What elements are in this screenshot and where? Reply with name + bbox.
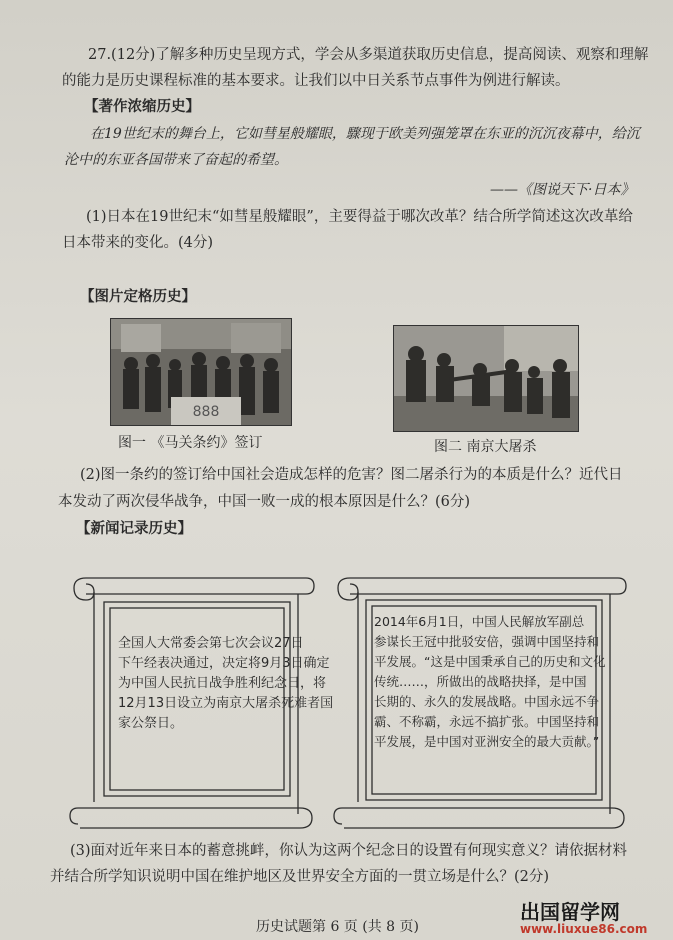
treaty-signing-photo bbox=[110, 318, 292, 426]
news-2-line-0: 2014年6月1日，中国人民解放军副总 bbox=[374, 614, 585, 629]
news-1-line-2: 为中国人民抗日战争胜利纪念日，将 bbox=[118, 676, 327, 691]
news-box-2-text bbox=[374, 612, 605, 752]
page-footer: 历史试题第 6 页 (共 8 页) bbox=[256, 919, 419, 935]
question-1-line-1: (1)日本在19世纪末“如彗星般耀眼”，主要得益于哪次改革？结合所学简述这次改革给 bbox=[86, 209, 633, 225]
news-1-line-1: 下午经表决通过，决定将9月3日确定 bbox=[118, 656, 330, 671]
intro-line-1: 27.(12分)了解多种历史呈现方式，学会从多渠道获取历史信息，提高阅读、观察和理解 bbox=[88, 47, 649, 63]
news-2-line-6: 平发展，是中国对亚洲安全的最大贡献。” bbox=[374, 734, 600, 749]
nanjing-massacre-image bbox=[394, 326, 578, 431]
news-1-line-0: 全国人大常委会第七次会议27日 bbox=[118, 636, 304, 651]
news-2-line-5: 霸、不称霸，永远不搞扩张。中国坚持和 bbox=[374, 714, 600, 729]
news-2-line-2: 平发展。“这是中国秉承自己的历史和文化 bbox=[374, 654, 606, 669]
news-2-line-3: 传统……，所做出的战略抉择，是中国 bbox=[374, 674, 587, 689]
quote-source: ——《图说天下·日本》 bbox=[490, 182, 635, 198]
intro-line-2: 的能力是历史课程标准的基本要求。让我们以中日关系节点事件为例进行解读。 bbox=[62, 73, 570, 89]
treaty-signing-image bbox=[111, 319, 291, 425]
news-box-1-text bbox=[118, 634, 333, 734]
question-3-line-2: 并结合所学知识说明中国在维护地区及世界安全方面的一贯立场是什么？(2分) bbox=[50, 869, 550, 885]
question-3-line-1: (3)面对近年来日本的蓄意挑衅，你认为这两个纪念日的设置有何现实意义？请依据材料 bbox=[70, 843, 628, 859]
svg-text:888: 888 bbox=[192, 404, 220, 420]
watermark-brand: 出国留学网 bbox=[520, 900, 620, 924]
watermark-url: www.liuxue86.com bbox=[520, 922, 648, 936]
section-title-news: 【新闻记录历史】 bbox=[76, 520, 192, 537]
caption-figure-2: 图二 南京大屠杀 bbox=[434, 439, 537, 455]
news-2-line-4: 长期的、永久的发展战略。中国永远不争 bbox=[374, 694, 600, 709]
question-2-line-2: 本发动了两次侵华战争，中国一败一成的根本原因是什么？(6分) bbox=[58, 494, 471, 510]
section-title-photos: 【图片定格历史】 bbox=[80, 288, 196, 305]
news-1-line-3: 12月13日设立为南京大屠杀死难者国 bbox=[118, 696, 334, 711]
section-title-books: 【著作浓缩历史】 bbox=[84, 98, 200, 115]
news-2-line-1: 参谋长王冠中批驳安倍，强调中国坚持和 bbox=[374, 634, 600, 649]
news-1-line-4: 家公祭日。 bbox=[118, 716, 184, 731]
quote-line-1: 在19世纪末的舞台上，它如彗星般耀眼，驟现于欧美列强笼罩在东亚的沉沉夜幕中，给沉 bbox=[90, 126, 640, 142]
nanjing-massacre-photo bbox=[393, 325, 579, 432]
caption-figure-1: 图一 《马关条约》签订 bbox=[118, 435, 263, 451]
question-2-line-1: (2)图一条约的签订给中国社会造成怎样的危害？图二屠杀行为的本质是什么？近代日 bbox=[80, 467, 623, 483]
quote-line-2: 沦中的东亚各国带来了奋起的希望。 bbox=[64, 152, 288, 168]
question-1-line-2: 日本带来的变化。(4分) bbox=[62, 235, 214, 251]
